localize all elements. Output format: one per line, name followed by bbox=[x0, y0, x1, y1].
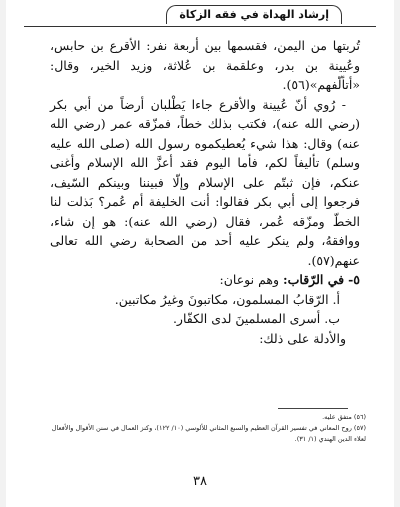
footnotes bbox=[46, 412, 366, 445]
book-page bbox=[6, 0, 394, 507]
list-item-b: ب. أسرى المسلمينَ لدى الكفّار. bbox=[172, 311, 340, 326]
closing-line: والأدلة على ذلك: bbox=[259, 330, 346, 346]
page-number: ٣٨ bbox=[193, 474, 207, 489]
section-title: في الرّقاب: bbox=[283, 272, 345, 287]
main-text bbox=[50, 36, 360, 348]
list-item-a: أ. الرّقابُ المسلمون، مكاتبونَ وغيرُ مكاتبين. bbox=[114, 291, 340, 307]
header-rule bbox=[24, 26, 376, 27]
section-intro: وهم نوعان: bbox=[219, 272, 280, 287]
footnote-57: (٥٧) روح المعاني في تفسير القرآن العظيم والسبع المثاني للألوسي (١٠/ ١٢٢)، وكنز العمال في سنن الأقوال والأفعال لعلاء الدين الهندي (١/ ٣١). bbox=[51, 424, 366, 443]
running-header bbox=[24, 4, 376, 28]
paragraph-2: - رُوي أنّ عُيينة والأقرع جاءا يَطْلبان أرضاً من أبي بكر (رضي الله عنه)، فكتب بذلك خطاً، فمزّقه عمر (رضي الله عنه) وقال: هذا شيء يُعطيكموه رسول الله (صلى الله عليه وسلم) تأليفاً لكم، فأما اليوم فقد أعزَّ الله الإسلام وأغنى عنكم، فإن ثبتّم على الإسلام وإلّا فبيننا وبينكم السّيف، فرجعوا إلى أبي بكر فقالوا: أنت الخليفة أم عُمر؟ بَذلت لنا الخطّ ومزّقه عُمر، فقال (رضي الله عنه): هو إن شاء، ووافقهُ، ولم ينكر عليه أحد من الصحابة رضي الله تعالى عنهم(٥٧). bbox=[50, 96, 360, 268]
footnote-rule bbox=[278, 408, 348, 409]
section-number: ٥- bbox=[348, 272, 360, 287]
section-heading bbox=[50, 270, 360, 290]
footnote-56: (٥٦) متفق عليه. bbox=[322, 413, 366, 421]
header-title: إرشاد الهداة في فقه الزكاة bbox=[166, 5, 342, 24]
paragraph-1: تُربتها من اليمن، فقسمها بين أربعة نفر: الأقرع بن حابس، وعُيينة بن بدر، وعلقمة بن عُلاثة، وزيد الخير، وقال: «أتألّفهم»(٥٦). bbox=[50, 38, 360, 92]
